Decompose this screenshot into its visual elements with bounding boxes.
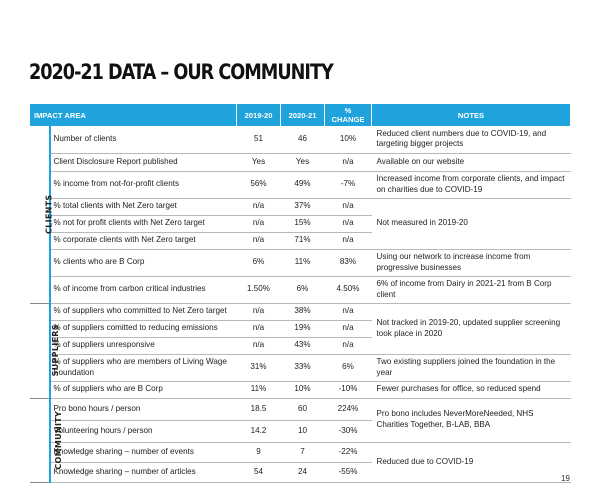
group-suppliers	[30, 303, 60, 398]
header-change: % CHANGE	[325, 104, 372, 126]
table-row	[30, 381, 571, 398]
value-2020-21: 33%	[281, 354, 325, 381]
table-row	[30, 153, 571, 171]
value-change: n/a	[325, 198, 372, 215]
metric-cell: Number of clients	[50, 126, 237, 153]
value-2019-20: n/a	[237, 337, 281, 354]
metric-cell: Pro bono hours / person	[50, 398, 237, 420]
group-label: CLIENTS	[43, 194, 53, 234]
metric-cell: % of suppliers who are B Corp	[50, 381, 237, 398]
value-2020-21: 7	[281, 442, 325, 462]
table-row	[30, 198, 571, 215]
note-cell: Not measured in 2019-20	[372, 198, 571, 249]
value-change: n/a	[325, 320, 372, 337]
group-label: SUPPLIERS	[50, 324, 60, 377]
metric-cell: % total clients with Net Zero target	[50, 198, 237, 215]
value-2019-20: 1.50%	[237, 276, 281, 303]
value-change: n/a	[325, 303, 372, 320]
note-cell: Increased income from corporate clients, and impact on charities due to COVID-19	[372, 171, 571, 198]
value-2020-21: 43%	[281, 337, 325, 354]
table-row	[30, 354, 571, 381]
metric-cell: % of suppliers who are members of Living Wage Foundation	[50, 354, 237, 381]
value-2019-20: 31%	[237, 354, 281, 381]
metric-cell: % of suppliers unresponsive	[50, 337, 237, 354]
table-row	[30, 171, 571, 198]
value-2020-21: 38%	[281, 303, 325, 320]
value-2019-20: 14.2	[237, 420, 281, 442]
value-change: -10%	[325, 381, 372, 398]
value-change: 6%	[325, 354, 372, 381]
note-cell: Available on our website	[372, 153, 571, 171]
value-2019-20: 11%	[237, 381, 281, 398]
value-2019-20: n/a	[237, 215, 281, 232]
value-2019-20: 56%	[237, 171, 281, 198]
table-row	[30, 249, 571, 276]
group-community	[30, 398, 63, 482]
header-2020-21: 2020-21	[281, 104, 325, 126]
value-2019-20: n/a	[237, 320, 281, 337]
metric-cell: Volunteering hours / person	[50, 420, 237, 442]
value-change: -55%	[325, 462, 372, 482]
value-2020-21: 10%	[281, 381, 325, 398]
table-row	[30, 276, 571, 303]
value-change: -30%	[325, 420, 372, 442]
value-2020-21: 60	[281, 398, 325, 420]
value-2019-20: Yes	[237, 153, 281, 171]
note-cell: Not tracked in 2019-20, updated supplier screening took place in 2020	[372, 303, 571, 354]
value-2020-21: 6%	[281, 276, 325, 303]
value-change: n/a	[325, 215, 372, 232]
value-2020-21: 19%	[281, 320, 325, 337]
value-change: n/a	[325, 153, 372, 171]
value-change: -7%	[325, 171, 372, 198]
value-2020-21: 49%	[281, 171, 325, 198]
value-change: n/a	[325, 232, 372, 249]
value-2019-20: n/a	[237, 303, 281, 320]
metric-cell: % of suppliers comitted to reducing emissions	[50, 320, 237, 337]
metric-cell: Client Disclosure Report published	[50, 153, 237, 171]
value-2020-21: 24	[281, 462, 325, 482]
note-cell: 6% of income from Dairy in 2021-21 from B Corp client	[372, 276, 571, 303]
note-cell: Reduced client numbers due to COVID-19, and targeting bigger projects	[372, 126, 571, 153]
value-change: 10%	[325, 126, 372, 153]
value-2019-20: 51	[237, 126, 281, 153]
value-2019-20: 6%	[237, 249, 281, 276]
header-impact-area: IMPACT AREA	[30, 104, 237, 126]
note-cell: Fewer purchases for office, so reduced spend	[372, 381, 571, 398]
header-2019-20: 2019-20	[237, 104, 281, 126]
value-change: 4.50%	[325, 276, 372, 303]
group-clients	[30, 126, 53, 303]
header-notes: NOTES	[372, 104, 571, 126]
value-2020-21: 37%	[281, 198, 325, 215]
community-data-table	[29, 104, 571, 483]
table-row	[30, 303, 571, 320]
value-change: 224%	[325, 398, 372, 420]
table-row	[30, 126, 571, 153]
value-change: n/a	[325, 337, 372, 354]
value-2020-21: 11%	[281, 249, 325, 276]
note-cell: Pro bono includes NeverMoreNeeded, NHS Charities Together, B-LAB, BBA	[372, 398, 571, 442]
value-2020-21: 15%	[281, 215, 325, 232]
table-row	[30, 442, 571, 462]
metric-cell: % not for profit clients with Net Zero target	[50, 215, 237, 232]
page-title: 2020-21 DATA – OUR COMMUNITY	[29, 60, 333, 84]
note-cell: Using our network to increase income from progressive businesses	[372, 249, 571, 276]
value-2020-21: Yes	[281, 153, 325, 171]
value-2019-20: n/a	[237, 232, 281, 249]
metric-cell: % of suppliers who committed to Net Zero target	[50, 303, 237, 320]
metric-cell: % income from not-for-profit clients	[50, 171, 237, 198]
value-2020-21: 10	[281, 420, 325, 442]
metric-cell: % of income from carbon critical industries	[50, 276, 237, 303]
value-2020-21: 71%	[281, 232, 325, 249]
note-cell: Reduced due to COVID-19	[372, 442, 571, 482]
value-2019-20: 9	[237, 442, 281, 462]
table-row	[30, 398, 571, 420]
value-2019-20: 54	[237, 462, 281, 482]
metric-cell: Knowledge sharing – number of articles	[50, 462, 237, 482]
table-header-row	[30, 104, 571, 126]
page-number: 19	[561, 474, 570, 483]
metric-cell: Knowledge sharing – number of events	[50, 442, 237, 462]
metric-cell: % corporate clients with Net Zero target	[50, 232, 237, 249]
note-cell: Two existing suppliers joined the foundation in the year	[372, 354, 571, 381]
metric-cell: % clients who are B Corp	[50, 249, 237, 276]
value-change: 83%	[325, 249, 372, 276]
value-2019-20: n/a	[237, 198, 281, 215]
group-label: COMMUNITY	[53, 410, 63, 470]
value-2020-21: 46	[281, 126, 325, 153]
value-change: -22%	[325, 442, 372, 462]
value-2019-20: 18.5	[237, 398, 281, 420]
